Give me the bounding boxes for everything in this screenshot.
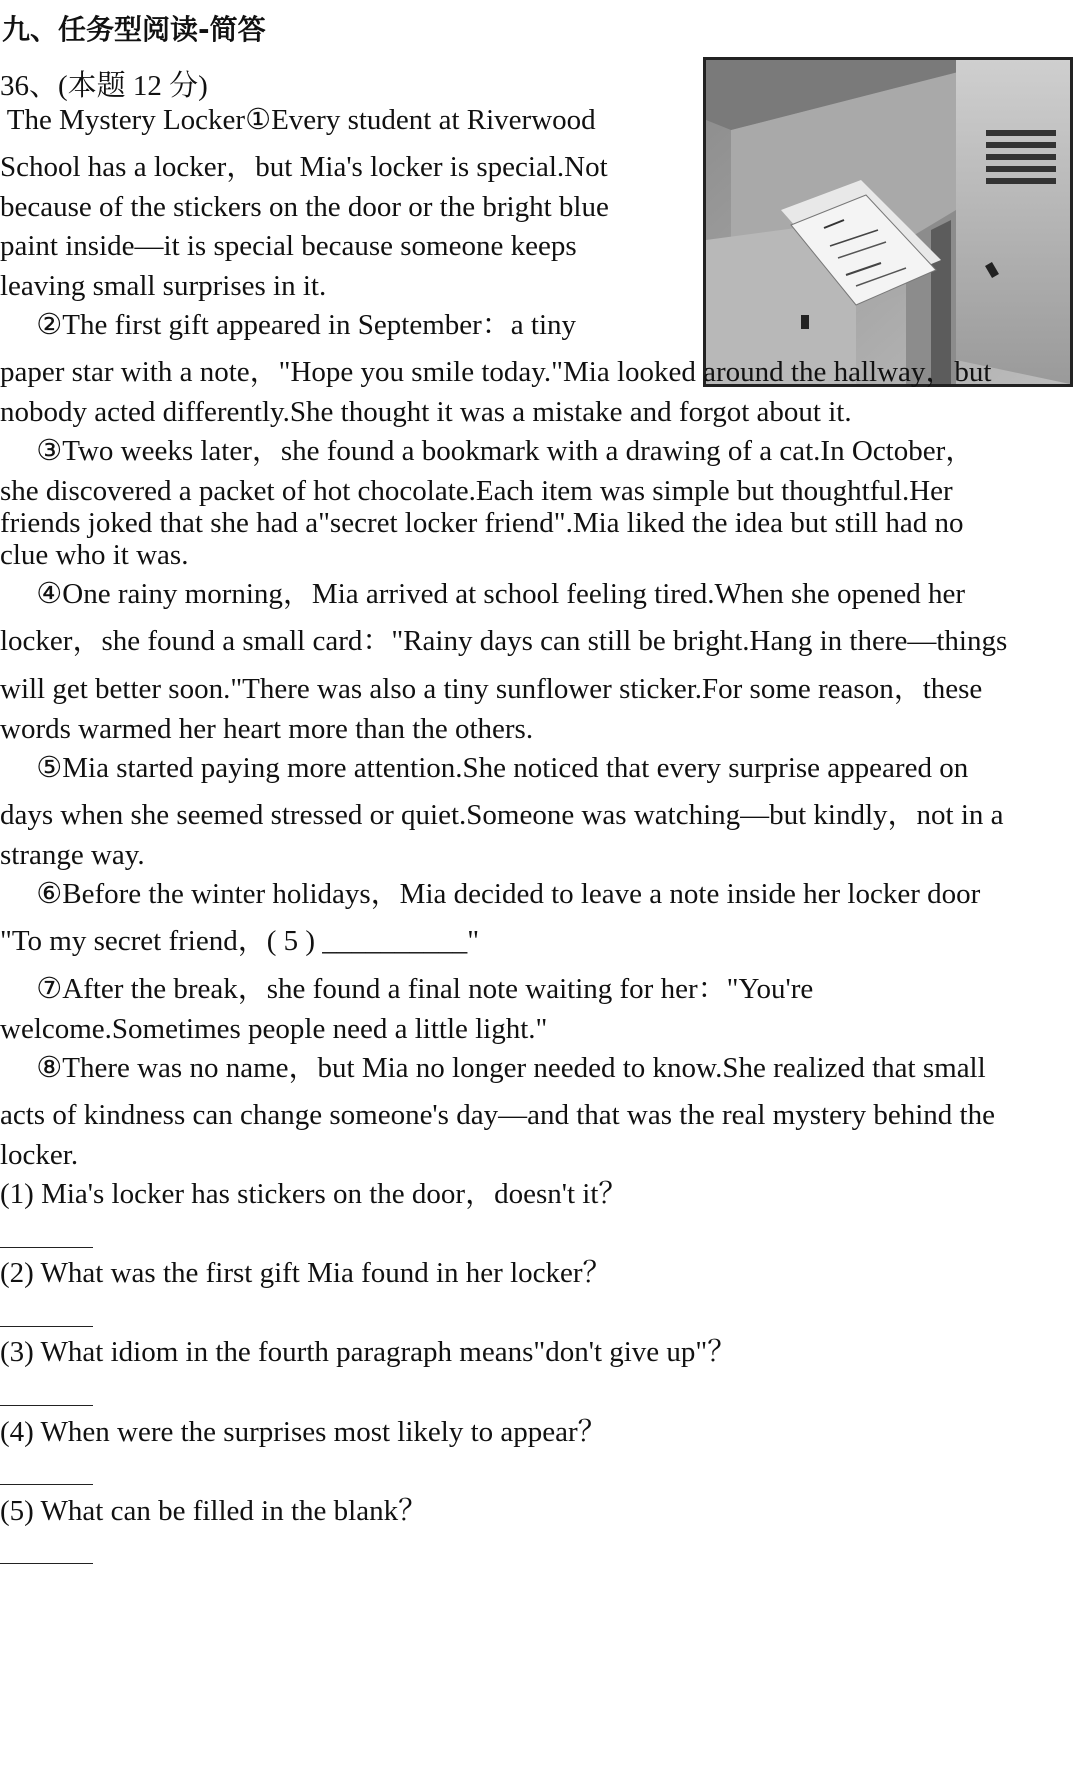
passage-line: ⑥Before the winter holidays，Mia decided to leave a note inside her locker door xyxy=(0,878,981,910)
answer-blank-5[interactable] xyxy=(0,1563,93,1564)
passage-line: ④One rainy morning，Mia arrived at school feeling tired.When she opened her xyxy=(0,578,965,610)
passage-line: nobody acted differently.She thought it was a mistake and forgot about it. xyxy=(0,396,852,428)
question-2: (2) What was the first gift Mia found in her locker？ xyxy=(0,1257,612,1289)
passage-line: ③Two weeks later，she found a bookmark with a drawing of a cat.In October， xyxy=(0,435,975,467)
answer-blank-4[interactable] xyxy=(0,1484,93,1485)
question-4: (4) When were the surprises most likely to appear？ xyxy=(0,1416,607,1448)
passage-line: ⑧There was no name，but Mia no longer needed to know.She realized that small xyxy=(0,1052,986,1084)
passage-line: paint inside—it is special because someone keeps xyxy=(0,230,577,262)
passage-line: locker，she found a small card："Rainy days can still be bright.Hang in there—things xyxy=(0,625,1008,657)
passage-line: acts of kindness can change someone's day—and that was the real mystery behind the xyxy=(0,1099,995,1131)
passage-line: School has a locker，but Mia's locker is special.Not xyxy=(0,151,608,183)
passage-line: "To my secret friend，( 5 ) __________" xyxy=(0,925,480,957)
question-5: (5) What can be filled in the blank？ xyxy=(0,1495,428,1527)
locker-photo xyxy=(703,57,1073,387)
passage-line: friends joked that she had a"secret locker friend".Mia liked the idea but still had no xyxy=(0,507,964,539)
passage-line: ⑤Mia started paying more attention.She noticed that every surprise appeared on xyxy=(0,752,969,784)
passage-line: locker. xyxy=(0,1139,79,1171)
passage-line: paper star with a note，"Hope you smile today."Mia looked around the hallway，but xyxy=(0,356,992,388)
passage-line: will get better soon."There was also a tiny sunflower sticker.For some reason，these xyxy=(0,673,983,705)
passage-line: The Mystery Locker①Every student at Riverwood xyxy=(0,104,596,136)
section-title: 九、任务型阅读-简答 xyxy=(2,13,266,46)
answer-blank-2[interactable] xyxy=(0,1326,93,1327)
passage-line: leaving small surprises in it. xyxy=(0,270,327,302)
answer-blank-1[interactable] xyxy=(0,1247,93,1248)
answer-blank-3[interactable] xyxy=(0,1405,93,1406)
question-3: (3) What idiom in the fourth paragraph means"don't give up"？ xyxy=(0,1336,737,1368)
passage-line: she discovered a packet of hot chocolate.Each item was simple but thoughtful.Her xyxy=(0,475,953,507)
passage-line: days when she seemed stressed or quiet.Someone was watching—but kindly，not in a xyxy=(0,799,1004,831)
passage-line: strange way. xyxy=(0,839,145,871)
passage-line: clue who it was. xyxy=(0,539,189,571)
passage-line: because of the stickers on the door or the bright blue xyxy=(0,191,609,223)
passage-line: ⑦After the break，she found a final note waiting for her："You're xyxy=(0,973,814,1005)
passage-line: welcome.Sometimes people need a little light." xyxy=(0,1013,548,1045)
question-number: 36、(本题 12 分) xyxy=(0,70,208,102)
passage-line: ②The first gift appeared in September：a tiny xyxy=(0,309,577,341)
passage-line: words warmed her heart more than the others. xyxy=(0,713,534,745)
question-1: (1) Mia's locker has stickers on the door，doesn't it？ xyxy=(0,1178,628,1210)
locker-photo-icon xyxy=(706,60,1070,384)
